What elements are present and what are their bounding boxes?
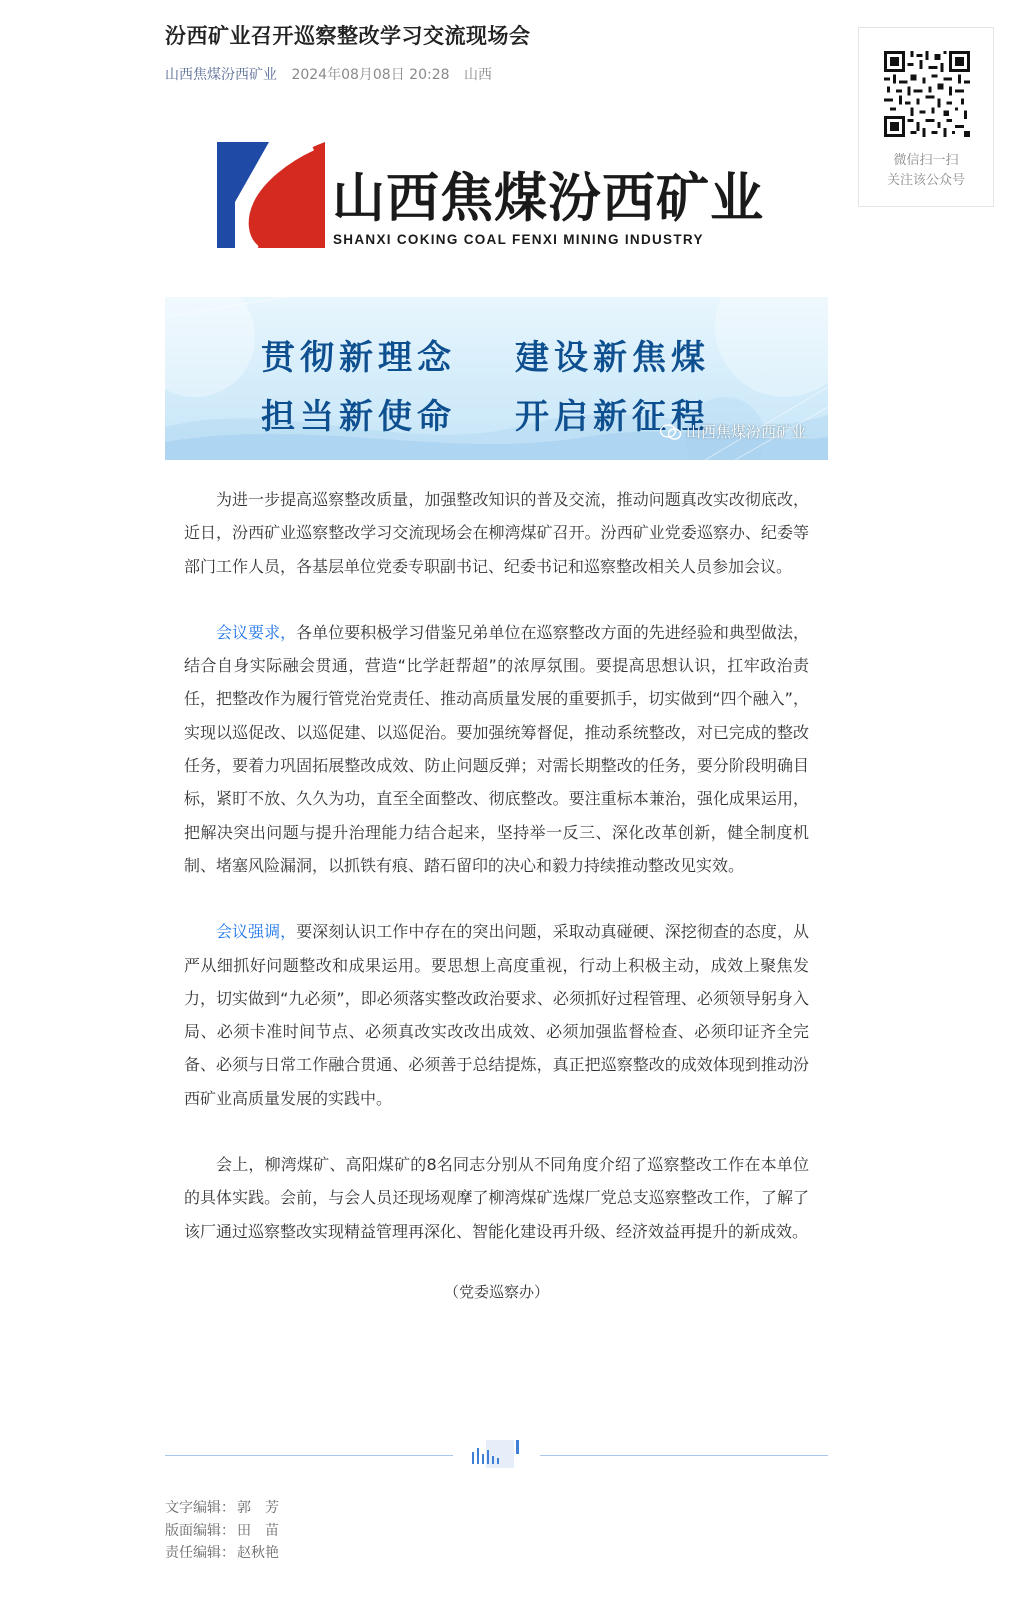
divider-line-left — [165, 1455, 453, 1456]
wechat-icon — [660, 424, 682, 440]
paragraph-requirements — [184, 616, 809, 882]
publish-location: 山西 — [463, 67, 492, 83]
paragraph-text: 要深刻认识工作中存在的突出问题，采取动真碰硬、深挖彻查的态度，从严从细抓好问题整改和成果运用。要思想上高度重视，行动上积极主动，成效上聚焦发力，切实做到“九必须”，即必须落实整改政治要求、必须抓好过程管理、必须领导躬身入局、必须卡准时间节点、必须真改实改改出成效、必须加强监督检查、必须印证齐全完备、必须与日常工作融合贯通、必须善于总结提炼，真正把巡察整改的成效体现到推动汾西矿业高质量发展的实践中。 — [184, 922, 809, 1108]
credit-row — [165, 1497, 279, 1520]
qr-follow-card — [858, 27, 994, 207]
slogan-4: 开启新征程 — [515, 397, 710, 437]
credit-label: 版面编辑： — [165, 1522, 235, 1539]
logo-chinese-name: 山西焦煤汾西矿业 — [332, 168, 764, 229]
slogan-1: 贯彻新理念 — [261, 338, 456, 378]
paragraph-lead: 会议强调， — [216, 922, 297, 942]
article-signature: （党委巡察办） — [443, 1282, 549, 1301]
divider-line-right — [540, 1455, 828, 1456]
slogan-3: 担当新使命 — [261, 397, 456, 437]
paragraph-emphasis — [184, 915, 809, 1115]
bar-chart-icon — [470, 1438, 522, 1472]
qr-caption-line1: 微信扫一扫 — [893, 153, 959, 168]
company-emblem-icon — [217, 142, 325, 248]
credit-value: 田 苗 — [237, 1522, 279, 1539]
paragraph-intro — [184, 483, 809, 583]
publish-date: 2024年08月08日 20:28 — [291, 67, 450, 83]
credit-label: 文字编辑： — [165, 1500, 235, 1516]
paragraph-text: 各单位要积极学习借鉴兄弟单位在巡察整改方面的先进经验和典型做法，结合自身实际融会贯通，营造“比学赶帮超”的浓厚氛围。要提高思想认识，扛牢政治责任，把整改作为履行管党治党责任、推动高质量发展的重要抓手，切实做到“四个融入”，实现以巡促改、以巡促建、以巡促治。要加强统筹督促，推动系统整改，对已完成的整改任务，要着力巩固拓展整改成效、防止问题反弹；对需长期整改的任务，要分阶段明确目标，紧盯不放、久久为功，直至全面整改、彻底整改。要注重标本兼治，强化成果运用，把解决突出问题与提升治理能力结合起来，坚持举一反三、深化改革创新，健全制度机制、堵塞风险漏洞，以抓铁有痕、踏石留印的决心和毅力持续推动整改见实效。 — [184, 622, 809, 875]
editor-credits — [165, 1497, 279, 1565]
watermark-text: 山西焦煤汾西矿业 — [685, 423, 806, 441]
credit-value: 郭 芳 — [237, 1500, 279, 1516]
account-name-link[interactable]: 山西焦煤汾西矿业 — [165, 67, 277, 83]
article-meta — [165, 64, 492, 84]
qr-caption-line2: 关注该公众号 — [886, 173, 965, 188]
paragraph-practice — [184, 1148, 809, 1248]
paragraph-text: 会上，柳湾煤矿、高阳煤矿的8名同志分别从不同角度介绍了巡察整改工作在本单位的具体实践。会前，与会人员还现场观摩了柳湾煤矿选煤厂党总支巡察整改工作，了解了该厂通过巡察整改实现精益管理再深化、智能化建设再升级、经济效益再提升的新成效。 — [184, 1155, 809, 1241]
qr-code-icon[interactable] — [884, 51, 970, 137]
credit-label: 责任编辑： — [165, 1545, 235, 1561]
paragraph-lead: 会议要求， — [216, 622, 297, 642]
article-body — [184, 483, 809, 1302]
qr-caption — [859, 151, 993, 191]
company-logo-image — [165, 112, 828, 274]
logo-english-name: SHANXI COKING COAL FENXI MINING INDUSTRY — [333, 232, 704, 247]
image-watermark — [660, 421, 806, 442]
section-divider — [165, 1438, 828, 1472]
credit-value: 赵秋艳 — [237, 1545, 279, 1561]
credit-row — [165, 1542, 279, 1565]
article-title: 汾西矿业召开巡察整改学习交流现场会 — [165, 24, 531, 48]
slogan-2: 建设新焦煤 — [515, 338, 710, 378]
credit-row — [165, 1520, 279, 1543]
slogan-banner-image — [165, 297, 828, 460]
paragraph-text: 为进一步提高巡察整改质量，加强整改知识的普及交流，推动问题真改实改彻底改，近日，汾西矿业巡察整改学习交流现场会在柳湾煤矿召开。汾西矿业党委巡察办、纪委等部门工作人员，各基层单位党委专职副书记、纪委书记和巡察整改相关人员参加会议。 — [184, 490, 809, 576]
